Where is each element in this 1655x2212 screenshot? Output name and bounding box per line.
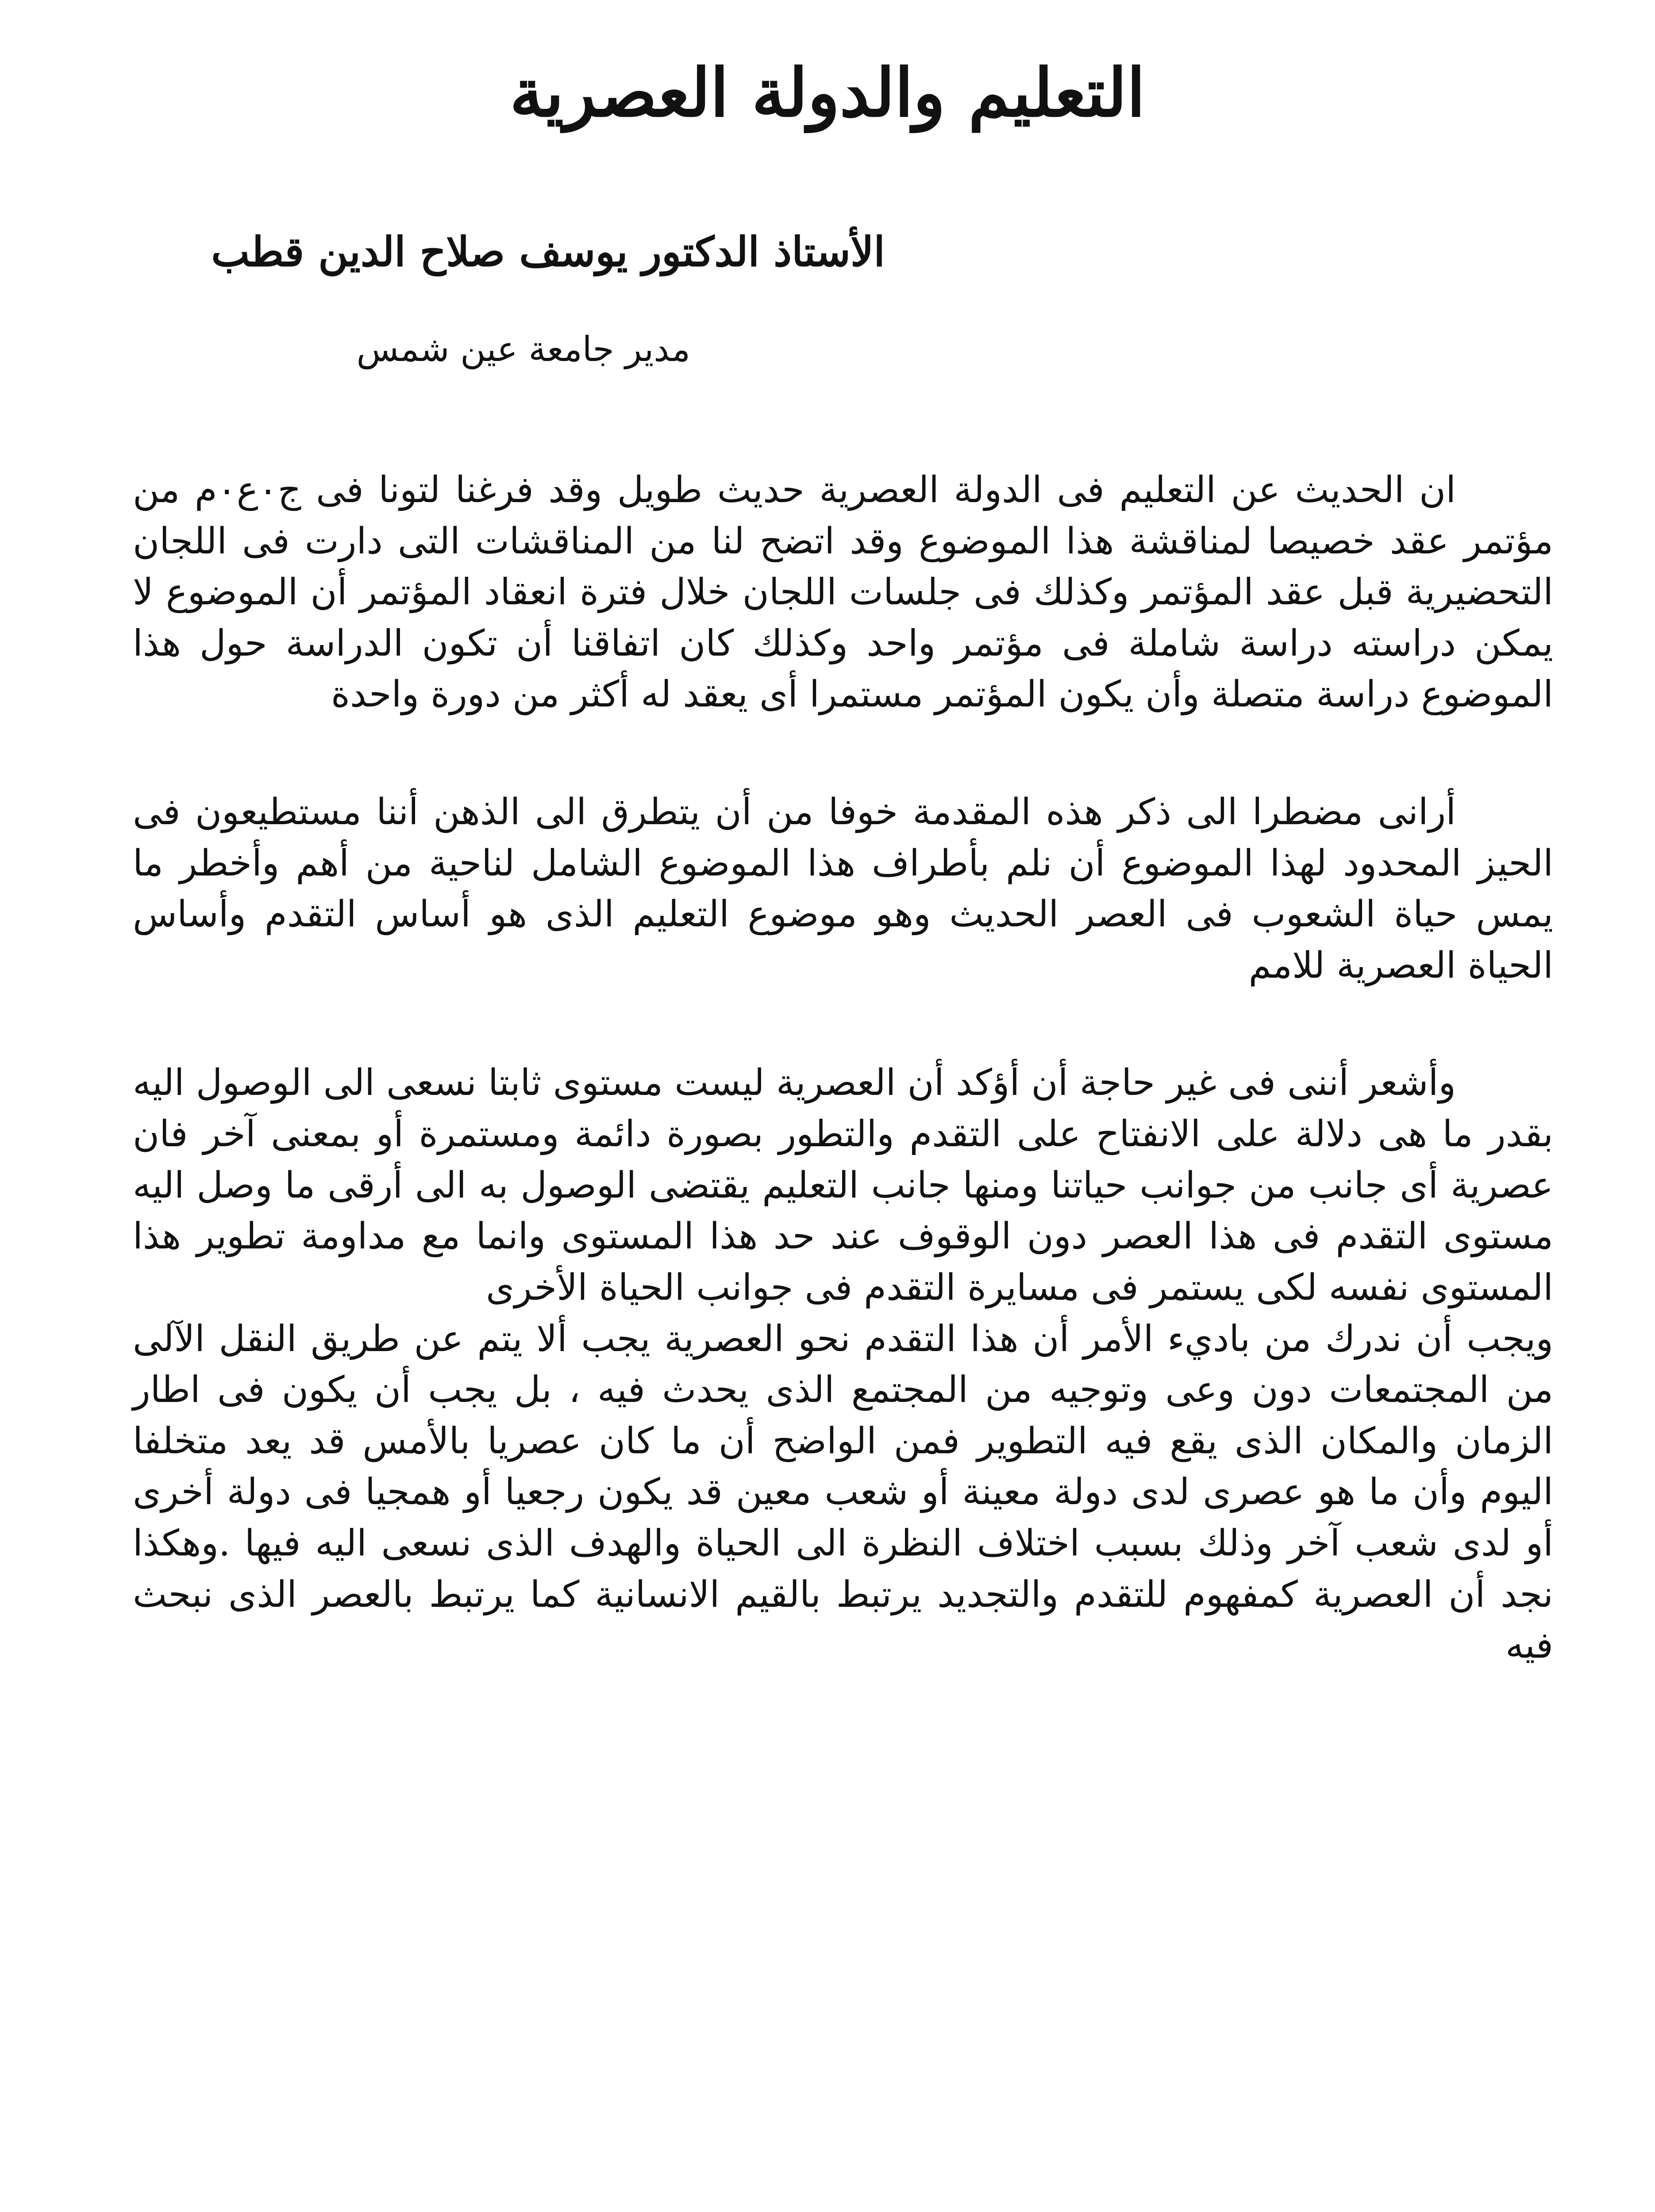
author-name: الأستاذ الدكتور يوسف صلاح الدين قطب	[211, 228, 885, 276]
page-title: التعليم والدولة العصرية	[509, 54, 1146, 132]
author-affiliation: مدير جامعة عين شمس	[356, 330, 690, 369]
paragraph-4: ويجب أن ندرك من باديء الأمر أن هذا التقدم نحو العصرية يجب ألا يتم عن طريق النقل الآلى من المجتمعات دون وعى وتوجيه من المجتمع الذى يحدث فيه ، بل يجب أن يكون فى اطار الزمان والمكان الذى يقع فيه التطوير فمن الواضح أن ما كان عصريا بالأمس قد يعد متخلفا اليوم وأن ما هو عصرى لدى دولة معينة أو شعب معين قد يكون رجعيا أو همجيا فى دولة أخرى أو لدى شعب آخر وذلك بسبب اختلاف النظرة الى الحياة والهدف الذى نسعى اليه فيها .وهكذا نجد أن العصرية كمفهوم للتقدم والتجديد يرتبط بالقيم الانسانية كما يرتبط بالعصر الذى نبحث فيه	[133, 1317, 1553, 1667]
paragraph-3: وأشعر أننى فى غير حاجة أن أؤكد أن العصرية ليست مستوى ثابتا نسعى الى الوصول اليه بقدر ما هى دلالة على الانفتاح على التقدم والتطور بصورة دائمة ومستمرة أو بمعنى آخر فان عصرية أى جانب من جوانب حياتنا ومنها جانب التعليم يقتضى الوصول به الى أرقى ما وصل اليه مستوى التقدم فى هذا العصر دون الوقوف عند حد هذا المستوى وانما مع مداومة تطوير هذا المستوى نفسه لكى يستمر فى مسايرة التقدم فى جوانب الحياة الأخرى	[133, 1062, 1553, 1309]
paragraph-2: أرانى مضطرا الى ذكر هذه المقدمة خوفا من أن يتطرق الى الذهن أننا مستطيعون فى الحيز المحدود لهذا الموضوع أن نلم بأطراف هذا الموضوع الشامل لناحية من أهم وأخطر ما يمس حياة الشعوب فى العصر الحديث وهو موضوع التعليم الذى هو أساس التقدم وأساس الحياة العصرية للامم	[133, 791, 1553, 987]
paragraph-1: ان الحديث عن التعليم فى الدولة العصرية حديث طويل وقد فرغنا لتونا فى ج٠ع٠م من مؤتمر عقد خصيصا لمناقشة هذا الموضوع وقد اتضح لنا من المناقشات التى دارت فى اللجان التحضيرية قبل عقد المؤتمر وكذلك فى جلسات اللجان خلال فترة انعقاد المؤتمر أن الموضوع لا يمكن دراسته دراسة شاملة فى مؤتمر واحد وكذلك كان اتفاقنا أن تكون الدراسة حول هذا الموضوع دراسة متصلة وأن يكون المؤتمر مستمرا أى يعقد له أكثر من دورة واحدة	[133, 469, 1553, 716]
article-body	[133, 465, 1553, 1671]
